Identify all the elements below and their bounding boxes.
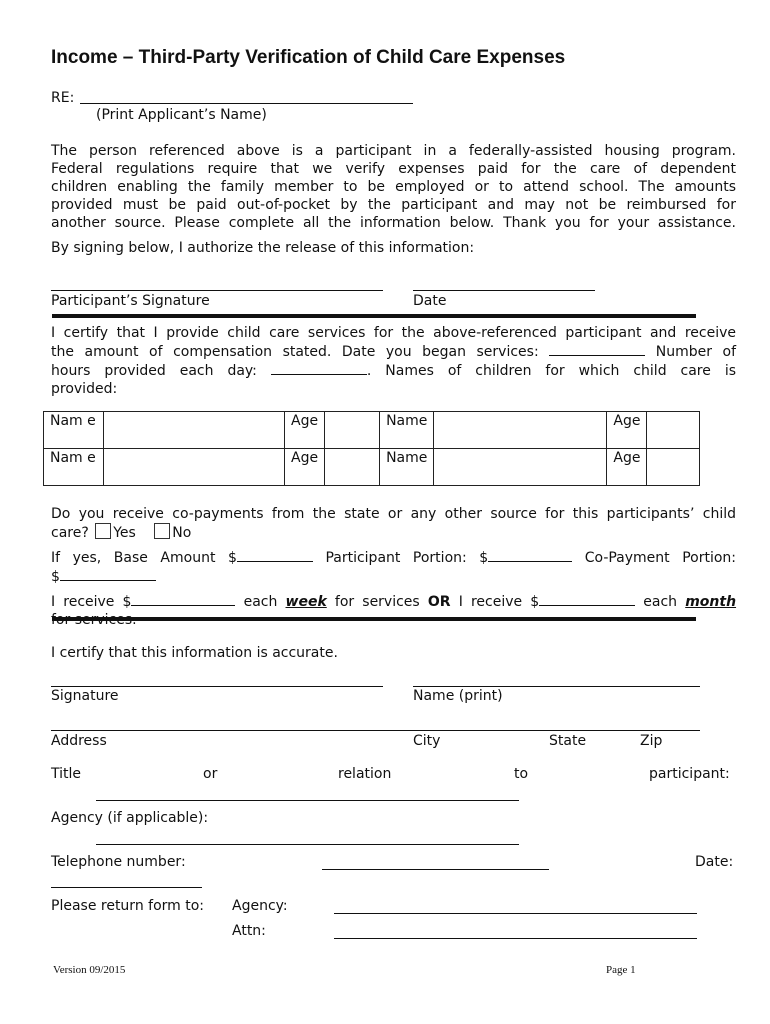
participant-portion-label: Participant Portion: $ bbox=[325, 550, 489, 566]
month-text: month bbox=[685, 594, 737, 610]
child-name-label: Nam e bbox=[44, 412, 104, 449]
certify-text: . Names of children for which child care is bbox=[366, 363, 737, 379]
certify-line bbox=[51, 361, 736, 380]
certify-services-paragraph bbox=[51, 324, 736, 398]
relation-word: relation bbox=[338, 766, 392, 782]
intro-line: The person referenced above is a participant in a federally-assisted housing program. bbox=[51, 143, 736, 159]
certify-line bbox=[51, 342, 736, 361]
child-name-input[interactable] bbox=[434, 449, 607, 486]
section-divider bbox=[52, 314, 696, 318]
intro-paragraph bbox=[51, 142, 736, 232]
receive-line-1 bbox=[51, 592, 736, 611]
address-label: Address bbox=[51, 733, 107, 749]
child-name-label: Name bbox=[380, 412, 434, 449]
signature-label: Signature bbox=[51, 688, 119, 704]
no-label: No bbox=[172, 525, 192, 541]
child-age-input[interactable] bbox=[647, 449, 700, 486]
copay-question-prefix: care? bbox=[51, 525, 89, 541]
copayment-portion-label: Co-Payment Portion: bbox=[584, 550, 737, 566]
or-word: or bbox=[203, 766, 218, 782]
certify-accurate-text: I certify that this information is accurate. bbox=[51, 645, 338, 661]
certify-text: Number of bbox=[655, 344, 736, 360]
child-age-label: Age bbox=[285, 449, 325, 486]
certify-line: I certify that I provide child care services for the above-referenced participant and receive bbox=[51, 325, 736, 341]
certify-line: provided: bbox=[51, 381, 118, 397]
intro-line: children enabling the family member to be employed or to attend school. The amounts bbox=[51, 179, 736, 195]
telephone-field[interactable] bbox=[322, 869, 549, 870]
participant-word: participant: bbox=[649, 766, 730, 782]
date-label: Date: bbox=[695, 854, 734, 870]
base-amount-field[interactable] bbox=[237, 548, 313, 562]
return-attn-label: Attn: bbox=[232, 923, 266, 939]
yes-label: Yes bbox=[113, 525, 136, 541]
state-label: State bbox=[549, 733, 587, 749]
children-table bbox=[43, 411, 700, 486]
copayment-dollar: $ bbox=[51, 569, 60, 585]
participant-portion-field[interactable] bbox=[488, 548, 572, 562]
to-word: to bbox=[514, 766, 529, 782]
section-divider bbox=[52, 617, 696, 621]
return-form-label: Please return form to: bbox=[51, 898, 205, 914]
copay-answer-line bbox=[51, 523, 736, 542]
re-label: RE: bbox=[51, 90, 75, 106]
copay-question-line: Do you receive co-payments from the state or any other source for this participants’ child bbox=[51, 506, 736, 522]
intro-line: Federal regulations require that we verify expenses paid for the care of dependent bbox=[51, 161, 736, 177]
return-agency-field[interactable] bbox=[334, 913, 697, 914]
title-relation-field[interactable] bbox=[96, 800, 519, 801]
name-print-label: Name (print) bbox=[413, 688, 503, 704]
child-name-input[interactable] bbox=[104, 412, 285, 449]
hours-per-day-field[interactable] bbox=[271, 361, 367, 375]
receive-text: for services bbox=[334, 594, 420, 610]
intro-line: provided must be paid out-of-pocket by the participant and may not be reimbursed for bbox=[51, 197, 736, 213]
start-date-field[interactable] bbox=[549, 342, 645, 356]
copayment-portion-field[interactable] bbox=[60, 567, 156, 581]
telephone-label: Telephone number: bbox=[51, 854, 186, 870]
agency-field[interactable] bbox=[96, 844, 519, 845]
applicant-name-caption: (Print Applicant’s Name) bbox=[96, 107, 267, 123]
page-number: Page 1 bbox=[606, 964, 636, 976]
copay-question bbox=[51, 505, 736, 542]
child-name-label: Nam e bbox=[44, 449, 104, 486]
table-row bbox=[44, 449, 700, 486]
address-field[interactable] bbox=[51, 730, 700, 731]
copay-amounts-line bbox=[51, 567, 736, 586]
applicant-name-field[interactable] bbox=[80, 103, 413, 104]
weekly-amount-field[interactable] bbox=[131, 592, 235, 606]
certify-text: the amount of compensation stated. Date you began services: bbox=[51, 344, 539, 360]
participant-date-label: Date bbox=[413, 293, 447, 309]
zip-label: Zip bbox=[640, 733, 663, 749]
copay-amounts bbox=[51, 548, 736, 586]
copay-amounts-line bbox=[51, 548, 736, 567]
authorize-text: By signing below, I authorize the release of this information: bbox=[51, 240, 475, 256]
receive-text: each bbox=[243, 594, 278, 610]
child-name-input[interactable] bbox=[434, 412, 607, 449]
certify-text: hours provided each day: bbox=[51, 363, 257, 379]
title-word: Title bbox=[51, 766, 82, 782]
table-row bbox=[44, 412, 700, 449]
agency-label: Agency (if applicable): bbox=[51, 810, 209, 826]
page-title: Income – Third-Party Verification of Child Care Expenses bbox=[51, 47, 566, 68]
child-age-input[interactable] bbox=[647, 412, 700, 449]
child-age-input[interactable] bbox=[325, 449, 380, 486]
child-name-label: Name bbox=[380, 449, 434, 486]
participant-signature-field[interactable] bbox=[51, 290, 383, 291]
child-name-input[interactable] bbox=[104, 449, 285, 486]
receive-text: I receive $ bbox=[51, 594, 132, 610]
or-text: OR bbox=[427, 594, 451, 610]
participant-date-field[interactable] bbox=[413, 290, 595, 291]
return-agency-label: Agency: bbox=[232, 898, 288, 914]
intro-line: another source. Please complete all the information below. Thank you for your assistance. bbox=[51, 215, 736, 231]
child-age-input[interactable] bbox=[325, 412, 380, 449]
no-checkbox[interactable] bbox=[154, 523, 170, 539]
base-amount-label: If yes, Base Amount $ bbox=[51, 550, 237, 566]
participant-signature-label: Participant’s Signature bbox=[51, 293, 210, 309]
date-field[interactable] bbox=[51, 887, 202, 888]
version-footer: Version 09/2015 bbox=[53, 964, 126, 976]
week-text: week bbox=[285, 594, 327, 610]
receive-line bbox=[51, 592, 736, 629]
receive-text: I receive $ bbox=[458, 594, 540, 610]
monthly-amount-field[interactable] bbox=[539, 592, 635, 606]
yes-checkbox[interactable] bbox=[95, 523, 111, 539]
return-attn-field[interactable] bbox=[334, 938, 697, 939]
receive-text: each bbox=[643, 594, 678, 610]
child-age-label: Age bbox=[607, 449, 647, 486]
child-age-label: Age bbox=[285, 412, 325, 449]
child-age-label: Age bbox=[607, 412, 647, 449]
city-label: City bbox=[413, 733, 441, 749]
